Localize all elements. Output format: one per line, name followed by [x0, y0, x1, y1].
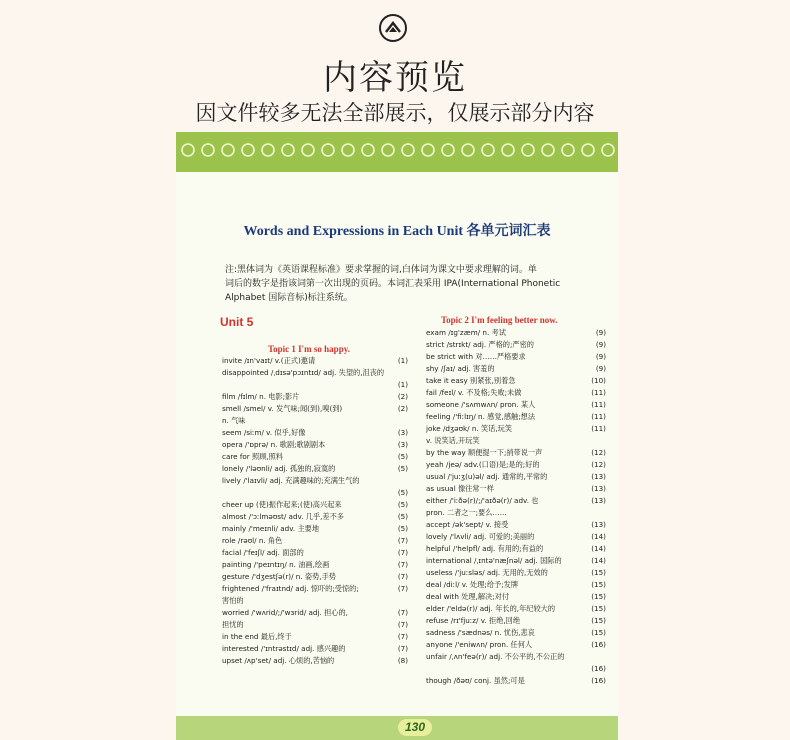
word-entry-page: (3): [397, 440, 408, 449]
word-entry-text: refuse /rɪ'fjuːz/ v. 拒绝,回绝: [426, 616, 521, 625]
word-entry-page: (8): [397, 656, 408, 665]
word-entry-text: pron. 二者之一;要么……: [426, 508, 507, 517]
document-title: Words and Expressions in Each Unit 各单元词汇表: [243, 224, 551, 239]
word-entry: [222, 619, 408, 631]
top-decoration-band: [176, 132, 618, 172]
word-entry-text: sadness /'sædnəs/ n. 忧伤,悲哀: [426, 628, 535, 637]
word-entry-text: gesture /'dʒestʃə(r)/ n. 姿势,手势: [222, 572, 336, 581]
word-entry-page: (9): [595, 328, 606, 337]
word-entry-text: invite /ɪn'vaɪt/ v.(正式)邀请: [222, 356, 316, 365]
word-entry-page: (7): [397, 644, 408, 653]
word-entry: [222, 415, 408, 427]
word-entry: [222, 499, 408, 511]
word-entry-text: in the end 最后,终于: [222, 632, 292, 641]
word-entry: [426, 471, 606, 483]
word-entry-text: though /ðəʊ/ conj. 虽然;可是: [426, 676, 525, 685]
word-entry: [426, 363, 606, 375]
word-entry-text: cheer up (使)振作起来;(使)高兴起来: [222, 500, 342, 509]
word-entry-text: be strict with 对……严格要求: [426, 352, 526, 361]
note-line: 词后的数字是指该词第一次出现的页码。本词汇表采用 IPA(International Phonetic: [225, 279, 561, 289]
word-entry-text: strict /strɪkt/ adj. 严格的;严密的: [426, 340, 534, 349]
word-entry-text: lovely /'lʌvli/ adj. 可爱的;美丽的: [426, 532, 535, 541]
word-entry-text: facial /'feɪʃl/ adj. 面部的: [222, 548, 304, 557]
word-entry-text: frightened /'fraɪtnd/ adj. 惊吓的;受惊的;: [222, 584, 359, 593]
word-entry-text: mainly /'meɪnli/ adv. 主要地: [222, 524, 320, 533]
topic-2-heading: Topic 2 I'm feeling better now.: [441, 315, 558, 325]
word-entry-page: (16): [591, 664, 606, 673]
word-entry: [222, 367, 408, 379]
word-entry: [222, 487, 408, 499]
word-entry-page: (1): [397, 356, 408, 365]
word-entry: [222, 511, 408, 523]
word-entry-text: unfair /ˌʌn'feə(r)/ adj. 不公平的,不公正的: [426, 652, 565, 661]
word-entry-page: (11): [591, 424, 606, 433]
word-entry-page: (5): [397, 512, 408, 521]
word-entry-page: (15): [591, 592, 606, 601]
word-entry-page: (9): [595, 340, 606, 349]
word-entry-text: upset /ʌp'set/ adj. 心烦的,苦恼的: [222, 656, 335, 665]
word-entry-text: feeling /'fiːlɪŋ/ n. 感觉,感触;想法: [426, 412, 536, 421]
word-entry-text: almost /'ɔːlməʊst/ adv. 几乎,差不多: [222, 512, 344, 521]
word-entry-page: (16): [591, 676, 606, 685]
document-page: [176, 132, 618, 740]
word-entry: [426, 399, 606, 411]
word-entry: [426, 423, 606, 435]
word-entry: [426, 447, 606, 459]
word-entry-page: (11): [591, 400, 606, 409]
word-entry: [222, 583, 408, 595]
word-entry-text: 担忧的: [222, 620, 244, 629]
left-word-column: [222, 355, 408, 667]
word-entry: [426, 567, 606, 579]
word-entry: [426, 675, 606, 687]
word-entry-page: (9): [595, 352, 606, 361]
word-entry-text: exam /ɪɡ'zæm/ n. 考试: [426, 328, 506, 337]
word-entry: [426, 531, 606, 543]
word-entry: [222, 439, 408, 451]
word-entry-page: (7): [397, 548, 408, 557]
word-entry-text: lonely /'ləʊnli/ adj. 孤独的,寂寞的: [222, 464, 336, 473]
right-word-column: [426, 327, 606, 687]
word-entry: [222, 403, 408, 415]
word-entry-page: (13): [591, 520, 606, 529]
word-entry-text: n. 气味: [222, 416, 246, 425]
word-entry-page: (7): [397, 632, 408, 641]
word-entry-text: care for 照顾,照料: [222, 452, 284, 461]
word-entry-page: (15): [591, 580, 606, 589]
word-entry: [222, 523, 408, 535]
word-entry-text: deal /diːl/ v. 处理;给予;发牌: [426, 580, 519, 589]
word-entry: [222, 535, 408, 547]
word-entry: [222, 451, 408, 463]
word-entry-page: (15): [591, 568, 606, 577]
word-entry-text: role /rəʊl/ n. 角色: [222, 536, 283, 545]
word-entry: [426, 459, 606, 471]
word-entry: [426, 579, 606, 591]
word-entry-text: 害怕的: [222, 596, 244, 605]
word-entry-text: international /ˌɪntə'næʃnəl/ adj. 国际的: [426, 556, 562, 565]
word-entry-text: opera /'ɒprə/ n. 歌剧;歌剧剧本: [222, 440, 326, 449]
preview-subtitle: 因文件较多无法全部展示，仅展示部分内容: [195, 101, 595, 125]
word-entry: [222, 427, 408, 439]
word-entry-page: (13): [591, 484, 606, 493]
word-entry-text: take it easy 别紧张,别着急: [426, 376, 516, 385]
word-entry: [222, 571, 408, 583]
note-line: 注:黑体词为《英语课程标准》要求掌握的词,白体词为课文中要求理解的词。单: [225, 265, 537, 275]
word-entry-text: someone /'sʌmwʌn/ pron. 某人: [426, 400, 536, 409]
word-entry-text: interested /'ɪntrəstɪd/ adj. 感兴趣的: [222, 644, 346, 653]
word-entry-page: (9): [595, 364, 606, 373]
word-entry-page: (5): [397, 452, 408, 461]
word-entry: [426, 483, 606, 495]
word-entry-page: (7): [397, 536, 408, 545]
word-entry-text: anyone /'eniwʌn/ pron. 任何人: [426, 640, 533, 649]
word-entry-page: (5): [397, 524, 408, 533]
word-entry-page: (5): [397, 464, 408, 473]
word-entry: [426, 627, 606, 639]
topic-1-heading: Topic 1 I'm so happy.: [268, 344, 350, 354]
word-entry-text: as usual 像往常一样: [426, 484, 494, 493]
word-entry: [222, 607, 408, 619]
word-entry: [222, 379, 408, 391]
word-entry-page: (7): [397, 620, 408, 629]
word-entry-text: smell /smel/ v. 发气味;闻(到),嗅(到): [222, 404, 343, 413]
note-line: Alphabet 国际音标)标注系统。: [225, 293, 353, 303]
word-entry-page: (7): [397, 584, 408, 593]
word-entry: [222, 643, 408, 655]
word-entry-text: elder /'eldə(r)/ adj. 年长的,年纪较大的: [426, 604, 556, 613]
word-entry: [426, 543, 606, 555]
word-entry-text: either /'iːðə(r)/;/'aɪðə(r)/ adv. 也: [426, 496, 539, 505]
word-entry-page: (11): [591, 388, 606, 397]
word-entry: [426, 435, 606, 447]
word-entry-text: fail /feɪl/ v. 不及格;失败;未做: [426, 388, 522, 397]
preview-title: 内容预览: [323, 58, 467, 98]
word-entry: [426, 339, 606, 351]
word-entry-page: (14): [591, 532, 606, 541]
word-entry-page: (12): [591, 448, 606, 457]
word-entry-page: (15): [591, 616, 606, 625]
word-entry-text: painting /'peɪntɪŋ/ n. 油画,绘画: [222, 560, 330, 569]
word-entry-text: seem /siːm/ v. 似乎,好像: [222, 428, 306, 437]
word-entry: [222, 631, 408, 643]
chevron-up-circle-icon[interactable]: [378, 13, 408, 43]
word-entry-text: useless /'juːsləs/ adj. 无用的,无效的: [426, 568, 548, 577]
word-entry: [222, 547, 408, 559]
word-entry: [426, 387, 606, 399]
word-entry-page: (14): [591, 544, 606, 553]
word-entry: [222, 655, 408, 667]
word-entry: [426, 351, 606, 363]
word-entry-page: (7): [397, 572, 408, 581]
unit-heading: Unit 5: [220, 315, 254, 329]
word-entry: [426, 555, 606, 567]
word-entry-page: (13): [591, 472, 606, 481]
word-entry-page: (2): [397, 404, 408, 413]
word-entry: [222, 355, 408, 367]
word-entry: [222, 391, 408, 403]
word-entry-page: (10): [591, 376, 606, 385]
word-entry: [426, 327, 606, 339]
word-entry: [426, 615, 606, 627]
word-entry: [426, 495, 606, 507]
word-entry-page: (14): [591, 556, 606, 565]
word-entry-page: (15): [591, 604, 606, 613]
word-entry: [426, 663, 606, 675]
word-entry-text: yeah /jeə/ adv.(口语)是;是的;好的: [426, 460, 540, 469]
word-entry-page: (12): [591, 460, 606, 469]
ring-decoration-icon: [176, 140, 618, 160]
word-entry-page: (7): [397, 608, 408, 617]
word-entry-text: deal with 处理,解决;对付: [426, 592, 510, 601]
word-entry-text: helpful /'helpfl/ adj. 有用的;有益的: [426, 544, 544, 553]
word-entry-page: (15): [591, 628, 606, 637]
word-entry-page: (1): [397, 380, 408, 389]
word-entry-text: accept /ək'sept/ v. 接受: [426, 520, 509, 529]
page-number: 130: [398, 719, 432, 736]
word-entry: [426, 411, 606, 423]
word-entry: [426, 603, 606, 615]
word-entry: [222, 463, 408, 475]
word-entry-text: worried /'wʌrid/;/'wɜrid/ adj. 担心的,: [222, 608, 348, 617]
word-entry-page: (11): [591, 412, 606, 421]
word-entry: [426, 651, 606, 663]
word-entry-text: usual /'juːʒ(u)əl/ adj. 通常的,平常的: [426, 472, 548, 481]
word-entry: [222, 595, 408, 607]
word-entry: [426, 507, 606, 519]
word-entry-page: (7): [397, 560, 408, 569]
word-entry-page: (13): [591, 496, 606, 505]
word-entry: [222, 559, 408, 571]
vocabulary-note: [225, 263, 617, 305]
word-entry-text: shy /ʃaɪ/ adj. 害羞的: [426, 364, 495, 373]
bottom-decoration-band: [176, 716, 618, 740]
word-entry-text: lively /'laɪvli/ adj. 充满趣味的;充满生气的: [222, 476, 360, 485]
word-entry: [426, 639, 606, 651]
word-entry-text: by the way 顺便提一下;捎带说一声: [426, 448, 543, 457]
word-entry-text: disappointed /ˌdɪsə'pɔɪntɪd/ adj. 失望的,沮丧的: [222, 368, 385, 377]
word-entry: [426, 375, 606, 387]
word-entry-page: (3): [397, 428, 408, 437]
word-entry-page: (2): [397, 392, 408, 401]
word-entry-page: (5): [397, 500, 408, 509]
word-entry-text: film /fɪlm/ n. 电影;影片: [222, 392, 300, 401]
word-entry-text: joke /dʒəʊk/ n. 笑话,玩笑: [426, 424, 513, 433]
word-entry: [426, 519, 606, 531]
word-entry-page: (16): [591, 640, 606, 649]
word-entry: [426, 591, 606, 603]
word-entry: [222, 475, 408, 487]
word-entry-page: (5): [397, 488, 408, 497]
word-entry-text: v. 说笑话,开玩笑: [426, 436, 480, 445]
